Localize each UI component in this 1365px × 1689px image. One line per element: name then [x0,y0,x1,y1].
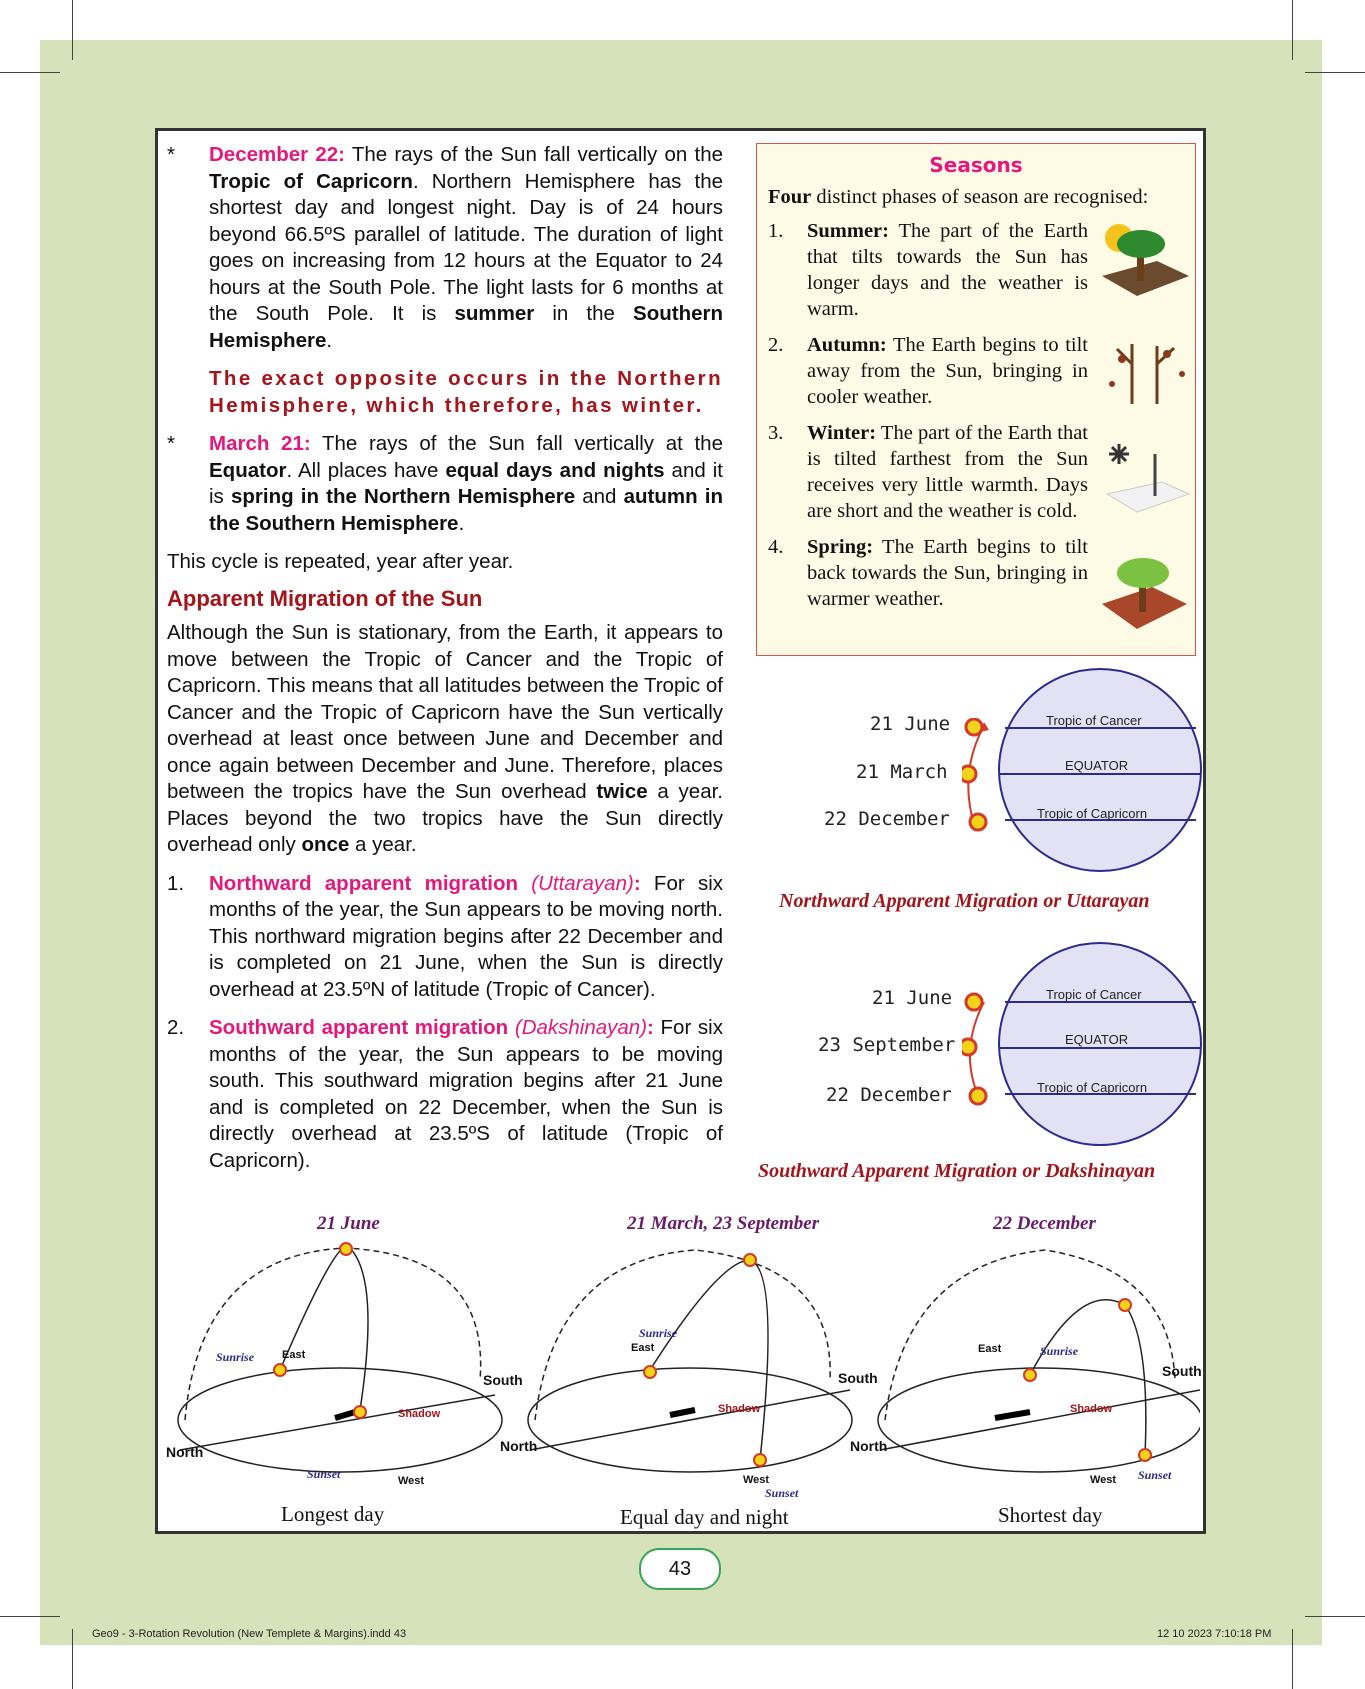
caption-shortest-day: Shortest day [998,1503,1103,1527]
list-number: 2. [167,1016,185,1039]
shadow-label: Shadow [1070,1403,1113,1415]
equator-label: EQUATOR [1065,758,1129,773]
text: The rays of the Sun fall vertically on the [345,143,723,166]
sky-diagrams [160,1240,1200,1500]
date-label: 21 March [856,761,948,783]
text: a year. Places beyond the two tropics have the Sun directly overhead only [167,780,723,856]
season-text: The part of the Earth that tilts towards the Sun has longer days and the weather is warm. [807,220,1088,320]
caption-longest-day: Longest day [281,1502,385,1526]
season-autumn [768,332,1088,410]
list-item-southward [167,1015,723,1174]
season-number: 2. [768,334,784,356]
sky-head-december: 22 December [993,1213,1096,1234]
text: . Northern Hemisphere has the shortest day and longest night. Day is of 24 hours beyond 66.5ºS parallel of latitude. The duration of light goes on increasing from 12 hours at the Equator to 24 hours at the South Pole. The light lasts for 6 months at the South Pole. It is [209,169,723,325]
migration-paragraph [167,620,723,859]
text: For six months of the year, the Sun appears to be moving north. This northward migration begins after 22 December and is completed on 21 June, when the Sun is directly overhead at 23.5ºN of latitude (Tropic of Cancer). [209,871,724,1001]
seasons-intro [768,184,1187,210]
term: Southward apparent migration [209,1016,509,1039]
winter-tree-icon [1097,434,1192,514]
sky-head-equinox: 21 March, 23 September [627,1213,820,1234]
season-summer [768,218,1088,322]
crop-mark [72,1629,73,1689]
globe1-caption: Northward Apparent Migration or Uttarayan [779,890,1150,912]
text: in the [534,302,634,325]
sunset-label: Sunset [765,1486,799,1500]
text-bold: Tropic of Capricorn [209,169,413,193]
season-name: Autumn: [807,334,887,356]
text-bold: Southern Hemisphere [209,302,723,352]
date-label: 22 December [826,1084,952,1106]
sun-icons [962,718,992,833]
season-number: 3. [768,422,784,444]
shadow-label: Shadow [718,1403,761,1415]
north-label: North [500,1438,538,1454]
season-text: The part of the Earth that is tilted farthest from the Sun receives very little warmth. Days are short and the weather is cold. [807,422,1088,522]
south-label: South [483,1372,523,1388]
tropic-capricorn-label: Tropic of Capricorn [1037,806,1148,821]
west-label: West [398,1475,425,1487]
text: and it is [209,458,723,508]
sunset-label: Sunset [1138,1468,1172,1482]
season-text: The Earth begins to tilt back towards the Sun, bringing in warmer weather. [807,536,1088,610]
south-label: South [838,1370,878,1386]
globe2-caption: Southward Apparent Migration or Dakshinayan [758,1160,1156,1182]
north-label: North [850,1438,888,1454]
opposite-note [167,366,723,419]
term-italic: (Uttarayan) [518,871,634,895]
text: For six months of the year, the Sun appears to be moving south. This southward migration begins after 21 June and is completed on 22 December, when the Sun is directly overhead at 23.5ºS of latitude (Tropic of Capricorn). [209,1016,723,1172]
text: The rays of the Sun fall vertically at the [310,432,723,455]
crop-mark [1292,0,1293,60]
left-column [167,142,723,1186]
sunset-label: Sunset [307,1467,341,1481]
west-label: West [743,1474,770,1486]
spring-tree-icon [1097,549,1192,634]
date-label: 21 June [870,713,951,735]
west-label: West [1090,1474,1117,1486]
text: Although the Sun is stationary, from the Earth, it appears to move between the Tropic of Cancer and the Tropic of Capricorn. This means that all latitudes between the Tropic of Cancer and the Tropic of Capricorn have the Sun vertically overhead at least once between June and December and once again between December and June. Therefore, places between the tropics have the Sun overhead [167,621,723,803]
season-name: Summer: [807,220,889,242]
bullet-december [167,142,723,354]
term-italic: (Dakshinayan) [508,1016,648,1039]
term: Northward apparent migration [209,871,519,895]
text-bold: spring in the Northern Hemisphere [230,485,576,508]
list-item-northward [167,871,723,1004]
text: distinct phases of season are recognised: [811,186,1149,208]
sky-head-june: 21 June [317,1213,380,1234]
crop-mark [1292,1629,1293,1689]
section-heading: Apparent Migration of the Sun [167,585,483,611]
bullet-marker: * [167,432,175,455]
sky-diagram-equinox [528,1250,852,1472]
text-bold: Equator [209,458,287,482]
season-name: Spring: [807,536,874,558]
footer-file: Geo9 - 3-Rotation Revolution (New Templete & Margins).indd 43 [92,1628,407,1640]
tropic-capricorn-label: Tropic of Capricorn [1037,1080,1148,1095]
east-label: East [978,1343,1002,1355]
text-bold: twice [596,780,648,803]
season-spring [768,534,1088,612]
text-bold: once [301,833,350,856]
opposite-text: The exact opposite occurs in the Northern Hemisphere, which therefore, has winter. [209,367,723,417]
text-bold: Four [768,186,812,208]
date-label: 22 December [824,808,950,830]
north-label: North [166,1444,204,1460]
text-bold: equal days and nights [445,458,665,482]
season-text: The Earth begins to tilt away from the Sun, bringing in cooler weather. [807,334,1088,408]
season-name: Winter: [807,422,877,444]
crop-mark [1305,1616,1365,1617]
autumn-tree-icon [1102,334,1192,409]
text-bold: summer [454,302,535,325]
summer-tree-icon [1097,216,1192,301]
crop-mark [0,72,60,73]
shadow-label: Shadow [398,1408,441,1420]
sun-icons [962,992,992,1107]
crop-mark [72,0,73,60]
bullet-march [167,431,723,537]
sky-diagram-december [878,1250,1200,1472]
caption-equal-day: Equal day and night [620,1505,789,1529]
seasons-title: Seasons [929,153,1023,177]
seasons-box [756,143,1196,656]
east-label: East [282,1349,306,1361]
term-colon: : [633,871,641,895]
east-label: East [631,1342,655,1354]
text: and [575,485,624,508]
term-colon: : [647,1016,654,1039]
date-label: 21 June [872,987,953,1009]
tropic-cancer-label: Tropic of Cancer [1046,713,1142,728]
text: . [326,328,333,352]
sunrise-label: Sunrise [216,1350,255,1364]
south-label: South [1162,1363,1202,1379]
season-number: 1. [768,220,784,242]
tropic-cancer-label: Tropic of Cancer [1046,987,1142,1002]
text-bold: autumn in the Southern Hemisphere [209,485,723,535]
season-number: 4. [768,536,784,558]
crop-mark [0,1616,60,1617]
bullet-marker: * [167,143,175,166]
page-number: 43 [639,1548,721,1590]
date-december: December 22: [209,143,345,166]
equator-label: EQUATOR [1065,1032,1129,1047]
date-march: March 21: [209,432,311,455]
text: a year. [349,833,417,856]
sunrise-label: Sunrise [1040,1344,1079,1358]
text: . All places have [286,458,446,482]
cycle-text: This cycle is repeated, year after year. [167,550,514,573]
sunrise-label: Sunrise [639,1326,678,1340]
footer-stamp: 12 10 2023 7:10:18 PM [1157,1628,1272,1640]
list-number: 1. [167,871,185,895]
text: . [458,511,465,535]
date-label: 23 September [818,1034,956,1056]
season-winter [768,420,1088,524]
crop-mark [1305,72,1365,73]
